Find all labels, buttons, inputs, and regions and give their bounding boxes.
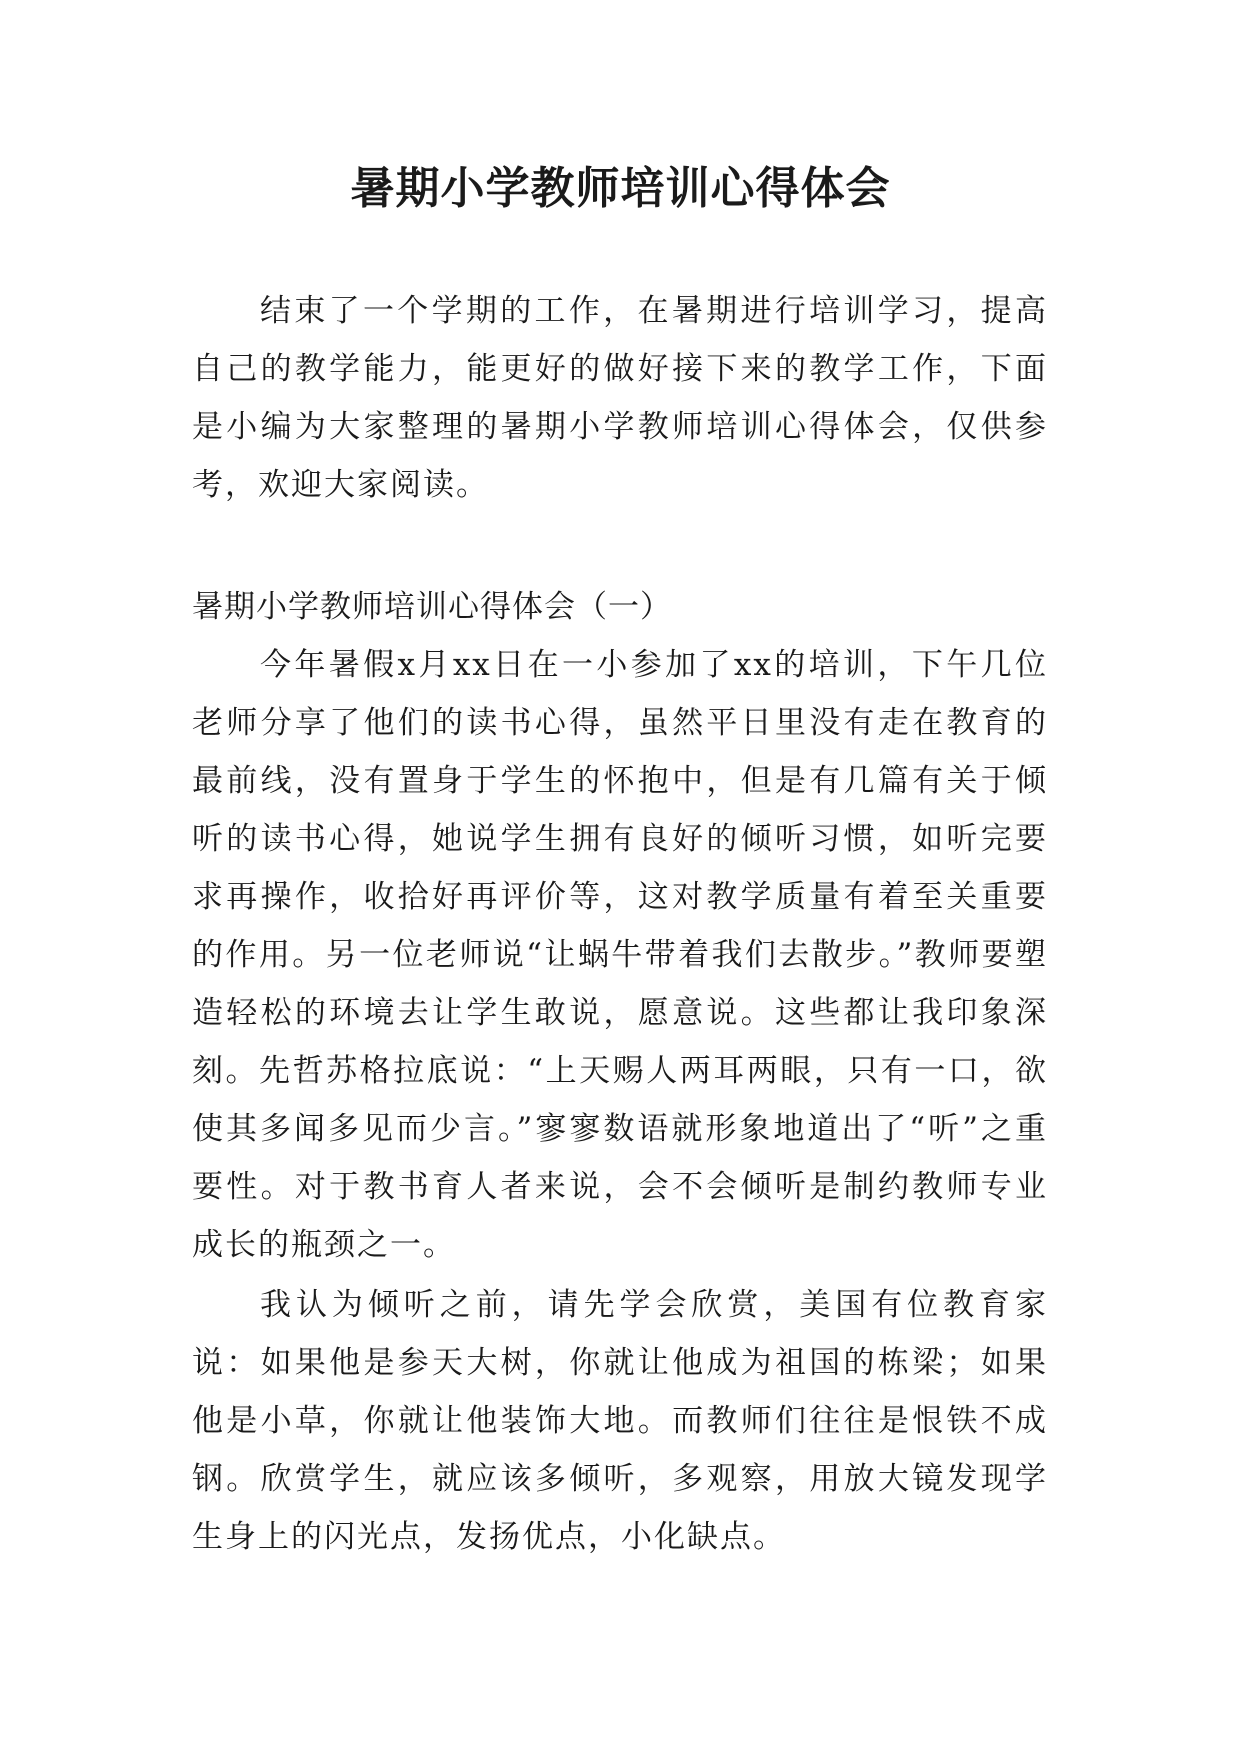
body-paragraph: 今年暑假x月xx日在一小参加了xx的培训，下午几位老师分享了他们的读书心得，虽然平日里没有走在教育的最前线，没有置身于学生的怀抱中，但是有几篇有关于倾听的读书心得，她说学生拥有良好的倾听习惯，如听完要求再操作，收拾好再评价等，这对教学质量有着至关重要的作用。另一位老师说“让蜗牛带着我们去散步。”教师要塑造轻松的环境去让学生敢说，愿意说。这些都让我印象深刻。先哲苏格拉底说：“上天赐人两耳两眼，只有一口，欲使其多闻多见而少言。”寥寥数语就形象地道出了“听”之重要性。对于教书育人者来说，会不会倾听是制约教师专业成长的瓶颈之一。	[192, 647, 1048, 1263]
document-title: 暑期小学教师培训心得体会	[350, 163, 891, 214]
intro-paragraph: 结束了一个学期的工作，在暑期进行培训学习，提高自己的教学能力，能更好的做好接下来的教学工作，下面是小编为大家整理的暑期小学教师培训心得体会，仅供参考，欢迎大家阅读。	[192, 293, 1048, 503]
body-paragraph: 我认为倾听之前，请先学会欣赏，美国有位教育家说：如果他是参天大树，你就让他成为祖国的栋梁；如果他是小草，你就让他装饰大地。而教师们往往是恨铁不成钢。欣赏学生，就应该多倾听，多观察，用放大镜发现学生身上的闪光点，发扬优点，小化缺点。	[192, 1287, 1048, 1555]
section-heading: 暑期小学教师培训心得体会（一）	[192, 589, 672, 625]
